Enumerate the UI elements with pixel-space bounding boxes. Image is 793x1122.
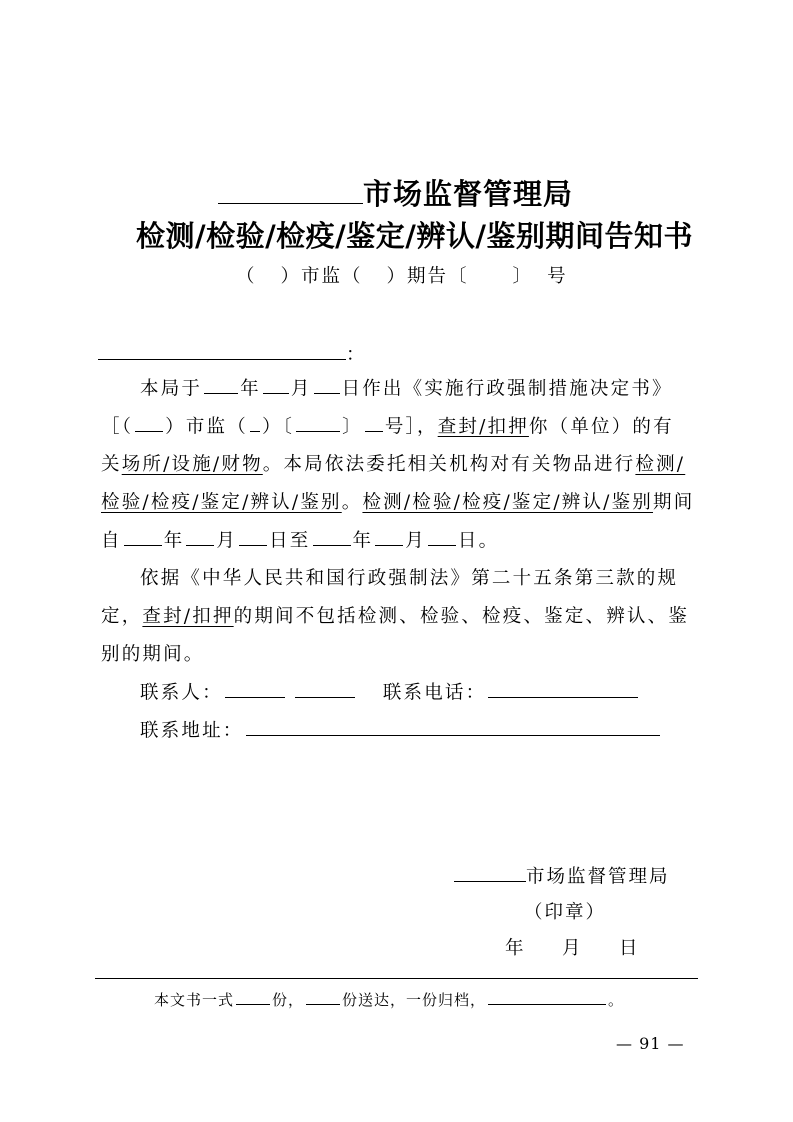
addressee-blank[interactable]	[98, 340, 346, 360]
signature-bureau-blank[interactable]	[454, 862, 526, 882]
address-line	[140, 716, 662, 742]
seal-label: （印章）	[524, 902, 607, 923]
addressee-colon: ：	[346, 344, 365, 366]
addressee-line	[98, 340, 365, 366]
title-bureau-suffix: 市场监督管理局	[363, 177, 574, 211]
bureau-name-blank[interactable]	[218, 173, 363, 204]
decision-year-no-blank[interactable]	[296, 412, 340, 432]
start-day-blank[interactable]	[239, 526, 267, 546]
total-copies-blank[interactable]	[236, 988, 270, 1005]
para1-line1: 本局于 年 月 日作出《实施行政强制措施决定书》	[140, 374, 673, 400]
title-line-1	[218, 172, 573, 213]
contact-address-label: 联系地址：	[140, 720, 244, 742]
para2-line2: 定，查封/扣押的期间不包括检测、检验、检疫、鉴定、辨认、鉴	[101, 606, 690, 627]
decision-serial-blank[interactable]	[365, 412, 383, 432]
footer-copies: 本文书一式 份， 份送达，一份归档， 。	[154, 988, 624, 1010]
para2-line3: 别的期间。	[101, 644, 205, 665]
start-year-blank[interactable]	[124, 526, 162, 546]
other-copies-blank[interactable]	[488, 988, 606, 1005]
para1-line4: 检验/检疫/鉴定/辨认/鉴别。检测/检验/检疫/鉴定/辨认/鉴别期间	[101, 492, 695, 513]
contact-line	[140, 678, 640, 704]
start-month-blank[interactable]	[186, 526, 214, 546]
document-number: （ ）市监（ ）期告〔 〕 号	[236, 266, 568, 287]
page-number: — 91 —	[616, 1034, 685, 1053]
para1-line2: ［（ ）市监（ ）〔 〕 号］，查封/扣押你（单位）的有	[101, 412, 674, 438]
footer-divider	[95, 978, 698, 979]
contact-person-blank-2[interactable]	[295, 678, 355, 698]
decision-month-blank[interactable]	[263, 374, 289, 394]
decision-code-blank[interactable]	[250, 412, 260, 432]
decision-day-blank[interactable]	[314, 374, 340, 394]
served-copies-blank[interactable]	[306, 988, 340, 1005]
end-year-blank[interactable]	[313, 526, 351, 546]
contact-address-blank[interactable]	[246, 716, 660, 736]
para1-line3: 关场所/设施/财物。本局依法委托相关机构对有关物品进行检测/	[101, 454, 686, 475]
signature-date: 年 月 日	[505, 938, 641, 959]
decision-prefix-blank[interactable]	[135, 412, 163, 432]
decision-year-blank[interactable]	[204, 374, 238, 394]
contact-phone-blank[interactable]	[488, 678, 638, 698]
para2-line1: 依据《中华人民共和国行政强制法》第二十五条第三款的规	[140, 568, 679, 589]
signature-bureau: 市场监督管理局	[454, 862, 670, 888]
end-day-blank[interactable]	[428, 526, 456, 546]
para1-line5: 自 年 月 日至 年 月 日。	[101, 526, 499, 552]
contact-person-label: 联系人：	[140, 682, 223, 704]
contact-phone-label: 联系电话：	[382, 682, 487, 704]
contact-person-blank-1[interactable]	[225, 678, 285, 698]
title-line-2: 检测/检验/检疫/鉴定/辨认/鉴别期间告知书	[136, 219, 693, 253]
end-month-blank[interactable]	[375, 526, 403, 546]
